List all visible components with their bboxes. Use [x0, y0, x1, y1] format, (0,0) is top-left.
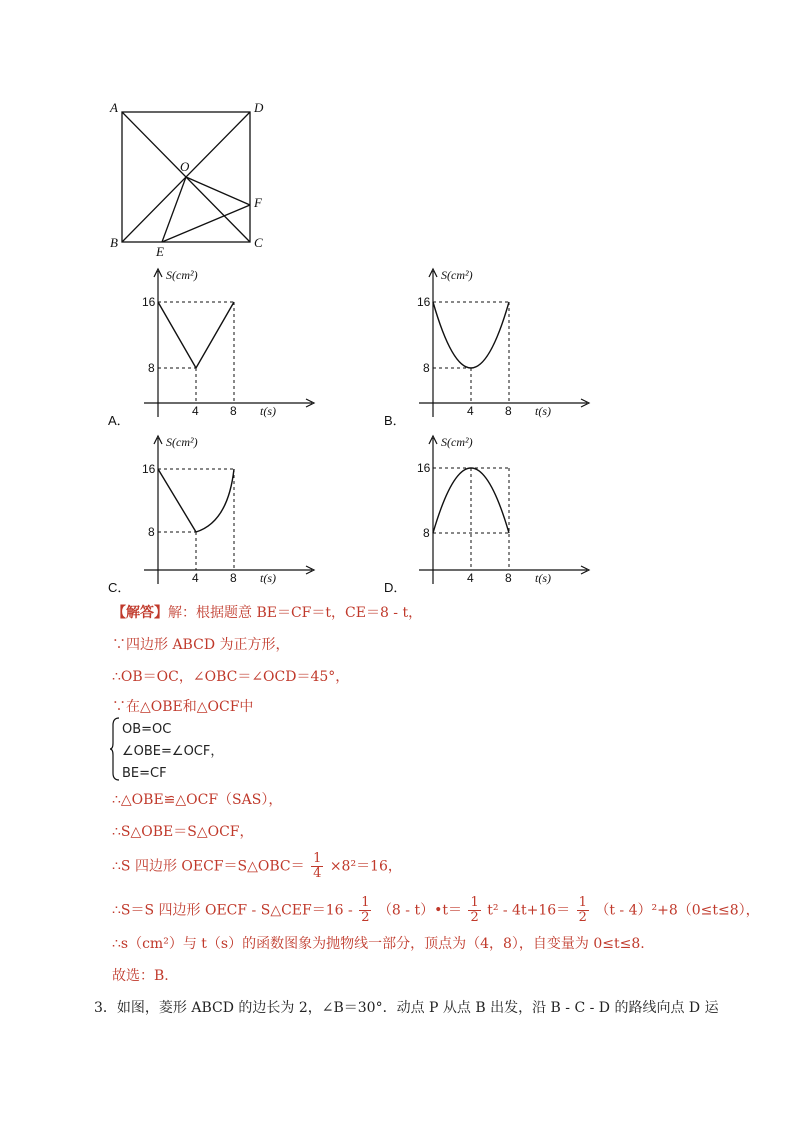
graph-c-curve	[158, 469, 234, 532]
graph-d-y-axis-label: S(cm²)	[441, 435, 473, 449]
graph-a-tick-x8: 8	[230, 404, 237, 418]
option-c-label[interactable]: C．	[108, 580, 131, 595]
fraction-denominator: 2	[470, 910, 479, 925]
fraction-numerator: 1	[313, 851, 322, 866]
graph-d-x-axis-label: t(s)	[535, 571, 551, 585]
graph-c-tick-8: 8	[148, 525, 155, 539]
point-f-label: F	[254, 195, 262, 210]
option-d-label[interactable]: D．	[384, 580, 407, 595]
graph-c-tick-x4: 4	[192, 571, 199, 585]
point-a-label: A	[110, 100, 118, 115]
graph-a-x-axis-label: t(s)	[260, 404, 276, 418]
fraction-one-half-3	[577, 896, 589, 925]
graph-c-y-axis-label: S(cm²)	[166, 435, 198, 449]
point-b-label: B	[110, 235, 118, 250]
solution-7-part-a: ∴S 四边形 OECF＝S△OBC＝	[112, 858, 305, 875]
solution-tag: 【解答】	[112, 605, 168, 621]
square-figure	[100, 95, 280, 260]
equation-system-brace	[110, 717, 120, 781]
fraction-numerator: 1	[361, 895, 370, 910]
option-b-label[interactable]: B．	[384, 413, 406, 428]
graph-a-tick-16: 16	[142, 295, 156, 309]
graph-a-y-axis-label: S(cm²)	[166, 268, 198, 282]
system-line-3: BE=CF	[122, 766, 167, 781]
graph-b-tick-x8: 8	[505, 404, 512, 418]
system-line-1: OB=OC	[122, 722, 172, 737]
point-d-label: D	[254, 100, 264, 115]
graph-a-curve	[158, 302, 234, 368]
solution-line-2: ∵四边形 ABCD 为正方形，	[112, 637, 290, 653]
graph-b-tick-16: 16	[417, 295, 431, 309]
graph-a-tick-x4: 4	[192, 404, 199, 418]
graph-c-tick-x8: 8	[230, 571, 237, 585]
graph-option-c	[140, 432, 320, 592]
system-line-2: ∠OBE=∠OCF，	[122, 744, 224, 759]
solution-7-part-b: ×8²＝16，	[329, 858, 402, 875]
fraction-denominator: 2	[361, 910, 370, 925]
solution-line-5: ∴△OBE≌△OCF（SAS），	[112, 792, 283, 808]
solution-8-part-b: （8 - t）•t＝	[377, 902, 462, 919]
graph-d-tick-8: 8	[423, 526, 430, 540]
graph-a-tick-8: 8	[148, 361, 155, 375]
solution-line-3: ∴OB＝OC，∠OBC＝∠OCD＝45°，	[112, 669, 350, 685]
graph-b-tick-x4: 4	[467, 404, 474, 418]
solution-text-1: 解：根据题意 BE＝CF＝t，CE＝8 - t，	[168, 605, 423, 621]
fraction-denominator: 4	[313, 866, 322, 881]
graph-d-tick-x4: 4	[467, 571, 474, 585]
solution-8-part-a: ∴S＝S 四边形 OECF - S△CEF＝16 -	[112, 902, 353, 919]
solution-8-part-c: t² - 4t+16＝	[487, 902, 571, 919]
fraction-one-half-2	[468, 896, 480, 925]
solution-line-9: ∴s（cm²）与 t（s）的函数图象为抛物线一部分，顶点为（4，8），自变量为 0≤t≤8.	[112, 936, 645, 952]
option-a-label[interactable]: A．	[108, 413, 130, 428]
fraction-numerator: 1	[470, 895, 479, 910]
fraction-one-half-1	[359, 896, 371, 925]
graph-b-x-axis-label: t(s)	[535, 404, 551, 418]
graph-option-d	[415, 432, 595, 592]
solution-line-10: 故选：B.	[112, 968, 169, 984]
graph-c-tick-16: 16	[142, 462, 156, 476]
graph-b-tick-8: 8	[423, 361, 430, 375]
graph-d-tick-x8: 8	[505, 571, 512, 585]
point-o-label: O	[180, 159, 190, 174]
point-e-label: E	[156, 244, 164, 259]
solution-line-6: ∴S△OBE＝S△OCF，	[112, 824, 254, 840]
graph-option-b	[415, 265, 595, 425]
solution-line-7	[112, 852, 402, 881]
point-c-label: C	[254, 235, 263, 250]
fraction-numerator: 1	[578, 895, 587, 910]
fraction-denominator: 2	[578, 910, 587, 925]
graph-option-a	[140, 265, 320, 425]
graph-c-x-axis-label: t(s)	[260, 571, 276, 585]
solution-line-1	[112, 603, 422, 623]
solution-line-8	[112, 896, 760, 925]
graph-b-y-axis-label: S(cm²)	[441, 268, 473, 282]
graph-b-curve	[433, 302, 509, 368]
graph-d-tick-16: 16	[417, 461, 431, 475]
solution-line-4: ∵在△OBE和△OCF中	[112, 699, 254, 715]
fraction-one-quarter	[311, 852, 323, 881]
question-3-text: 3．如图，菱形 ABCD 的边长为 2，∠B＝30°．动点 P 从点 B 出发，沿 B - C - D 的路线向点 D 运	[94, 1000, 719, 1016]
solution-8-part-d: （t - 4）²+8（0≤t≤8），	[595, 902, 760, 919]
